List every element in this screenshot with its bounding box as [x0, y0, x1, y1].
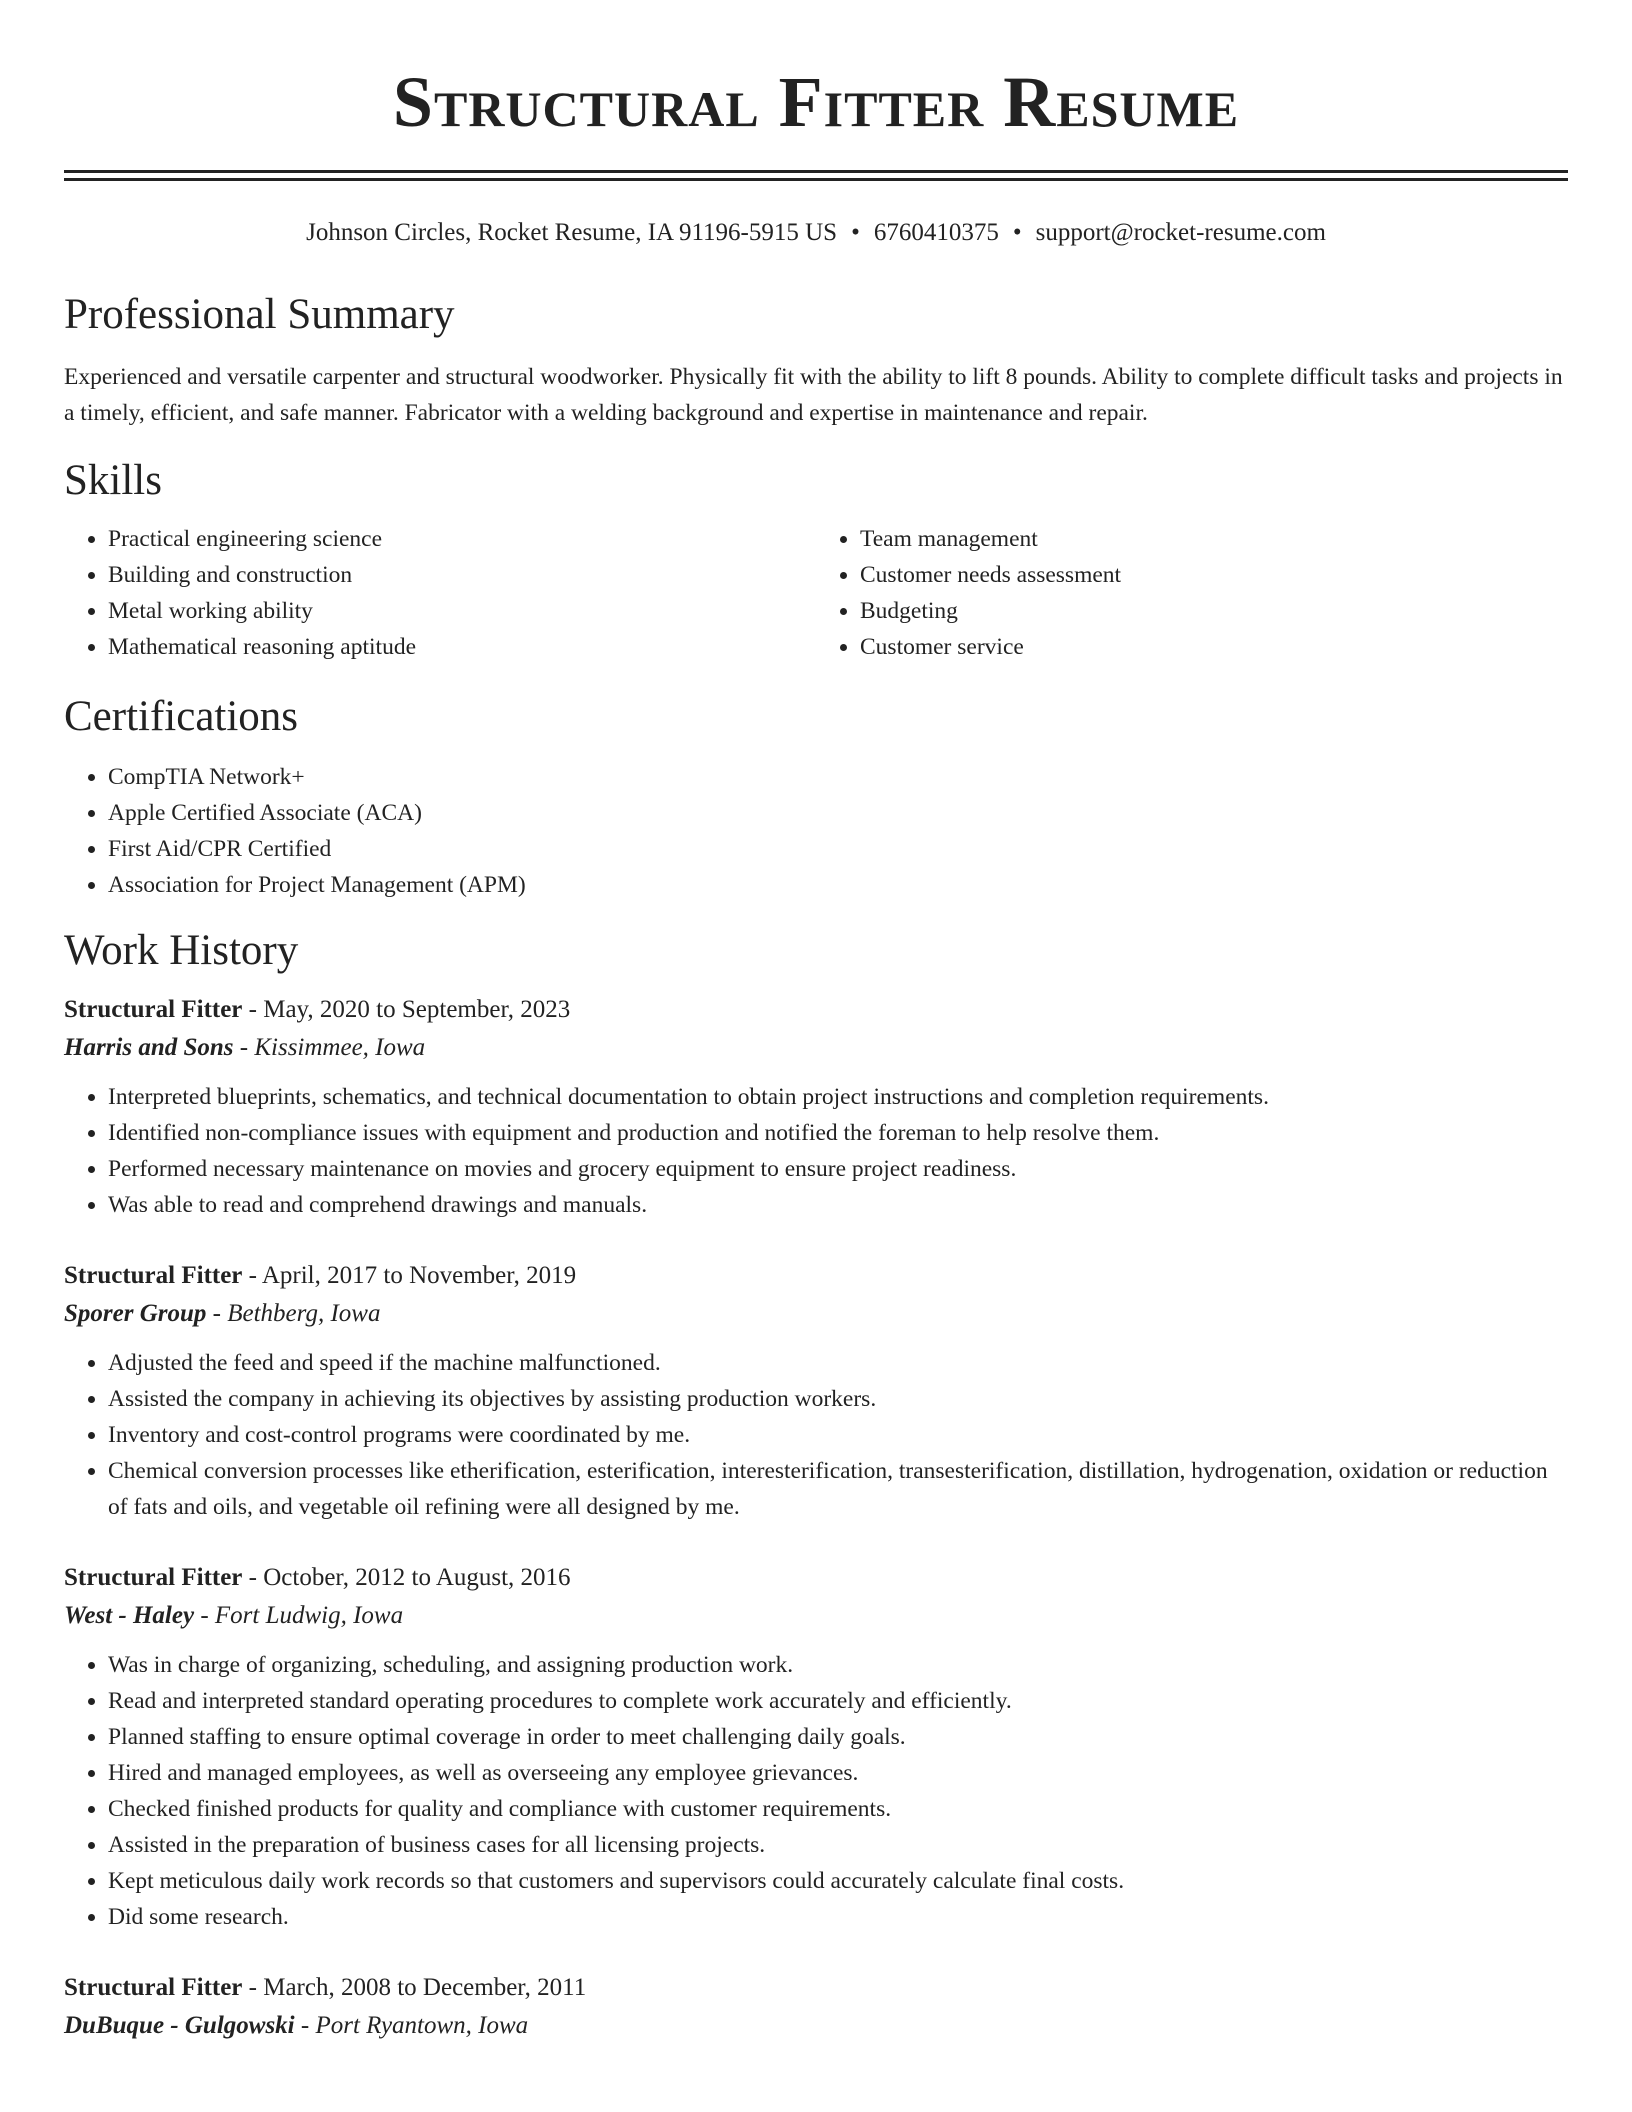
job-title-line: [64, 991, 1568, 1029]
company-location: - Fort Ludwig, Iowa: [194, 1602, 404, 1629]
job-duty: • Assisted in the preparation of business cases for all licensing projects.: [108, 1827, 1568, 1863]
job-dates: - October, 2012 to August, 2016: [242, 1564, 571, 1591]
resume-title: Structural Fitter Resume: [392, 62, 1240, 142]
work-history-heading: Work History: [64, 927, 299, 974]
summary-heading: Professional Summary: [64, 291, 455, 338]
skill-item: • Building and construction: [108, 557, 816, 593]
job-entry: [64, 991, 1568, 1223]
company-name: Sporer Group: [64, 1300, 207, 1327]
job-duty: • Inventory and cost-control programs were coordinated by me.: [108, 1417, 1568, 1453]
job-dates: - March, 2008 to December, 2011: [242, 1974, 587, 2001]
job-duties-list: [64, 1647, 1568, 1935]
job-duty: • Read and interpreted standard operating procedures to complete work accurately and efficiently.: [108, 1683, 1568, 1719]
contact-phone: 6760410375: [873, 219, 999, 246]
skill-item: • Customer needs assessment: [860, 557, 1568, 593]
skill-item: • Metal working ability: [108, 593, 816, 629]
job-duty: • Hired and managed employees, as well as overseeing any employee grievances.: [108, 1755, 1568, 1791]
job-entry: [64, 1257, 1568, 1525]
skills-list-right: [816, 521, 1568, 665]
job-duty: • Identified non-compliance issues with equipment and production and notified the foreman to help resolve them.: [108, 1115, 1568, 1151]
job-duty: • Performed necessary maintenance on movies and grocery equipment to ensure project readiness.: [108, 1151, 1568, 1187]
job-duty: • Interpreted blueprints, schematics, and technical documentation to obtain project instructions and completion requirements.: [108, 1079, 1568, 1115]
certifications-heading: Certifications: [64, 693, 299, 740]
skills-heading: Skills: [64, 457, 162, 504]
job-duty: • Chemical conversion processes like etherification, esterification, interesterification, transesterification, distillation, hydrogenation, oxidation or reduction of fats and oils, and vegetable oil refining were all designed by me.: [108, 1453, 1568, 1525]
company-name: West - Haley: [64, 1602, 195, 1629]
company-location: - Kissimmee, Iowa: [233, 1034, 426, 1061]
job-title-line: [64, 1257, 1568, 1295]
job-dates: - May, 2020 to September, 2023: [242, 996, 571, 1023]
skill-item: • Budgeting: [860, 593, 1568, 629]
job-entry: [64, 1559, 1568, 1935]
company-line: [64, 1029, 1568, 1067]
job-title-line: [64, 1969, 1568, 2007]
title-double-rule: [64, 170, 1568, 181]
skill-item: • Practical engineering science: [108, 521, 816, 557]
company-line: [64, 1295, 1568, 1333]
contact-separator: •: [1012, 219, 1022, 246]
contact-email: support@rocket-resume.com: [1035, 219, 1326, 246]
certification-item: • CompTIA Network+: [108, 759, 1568, 795]
company-name: Harris and Sons: [64, 1034, 234, 1061]
company-location: - Bethberg, Iowa: [206, 1300, 381, 1327]
skills-columns: [64, 521, 1568, 665]
job-duty: • Kept meticulous daily work records so that customers and supervisors could accurately calculate final costs.: [108, 1863, 1568, 1899]
contact-separator: •: [851, 219, 860, 246]
job-title-line: [64, 1559, 1568, 1597]
job-entry: [64, 1969, 1568, 2045]
job-duty: • Was in charge of organizing, scheduling, and assigning production work.: [108, 1647, 1568, 1683]
job-duty: • Was able to read and comprehend drawings and manuals.: [108, 1187, 1568, 1223]
job-title: Structural Fitter: [64, 1564, 243, 1591]
certification-item: • Apple Certified Associate (ACA): [108, 795, 1568, 831]
summary-text: Experienced and versatile carpenter and structural woodworker. Physically fit with the ability to lift 8 pounds. Ability to complete difficult tasks and projects in a timely, efficient, and safe manner. Fabricator with a welding background and expertise in maintenance and repair.: [64, 364, 1563, 426]
summary-section: [64, 289, 1568, 431]
certifications-section: [64, 691, 1568, 903]
work-history-section: [64, 925, 1568, 2045]
skill-item: • Mathematical reasoning aptitude: [108, 629, 816, 665]
company-line: [64, 2007, 1568, 2045]
job-duty: • Planned staffing to ensure optimal coverage in order to meet challenging daily goals.: [108, 1719, 1568, 1755]
skill-item: • Team management: [860, 521, 1568, 557]
job-duty: • Did some research.: [108, 1899, 1568, 1935]
company-name: DuBuque - Gulgowski: [64, 2012, 295, 2039]
job-duty: • Adjusted the feed and speed if the machine malfunctioned.: [108, 1345, 1568, 1381]
job-duties-list: [64, 1079, 1568, 1223]
company-location: - Port Ryantown, Iowa: [294, 2012, 529, 2039]
skill-item: • Customer service: [860, 629, 1568, 665]
certifications-list: [64, 759, 1568, 903]
skills-list-left: [64, 521, 816, 665]
job-duty: • Assisted the company in achieving its objectives by assisting production workers.: [108, 1381, 1568, 1417]
contact-address: Johnson Circles, Rocket Resume, IA 91196-5915 US: [306, 219, 838, 246]
contact-line: [64, 217, 1568, 249]
job-dates: - April, 2017 to November, 2019: [242, 1262, 577, 1289]
job-duty: • Checked finished products for quality and compliance with customer requirements.: [108, 1791, 1568, 1827]
job-title: Structural Fitter: [64, 1262, 243, 1289]
company-line: [64, 1597, 1568, 1635]
skills-section: [64, 455, 1568, 665]
job-title: Structural Fitter: [64, 1974, 243, 2001]
certification-item: • Association for Project Management (APM): [108, 867, 1568, 903]
job-title: Structural Fitter: [64, 996, 243, 1023]
certification-item: • First Aid/CPR Certified: [108, 831, 1568, 867]
job-duties-list: [64, 1345, 1568, 1525]
